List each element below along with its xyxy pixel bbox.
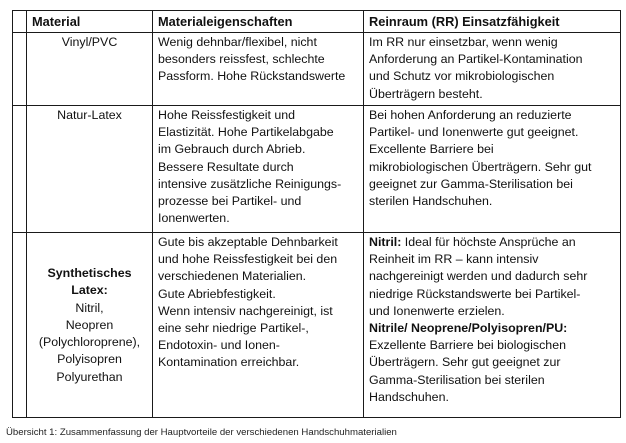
cleanroom-line: Bei hohen Anforderung an reduzierte [369, 108, 572, 122]
material-name: Vinyl/PVC [61, 35, 118, 49]
properties-cell-vinyl [153, 33, 364, 106]
table-caption: Übersicht 1: Zusammenfassung der Hauptvorteile der verschiedenen Handschuhmaterialien [6, 427, 397, 438]
properties-line: verschiedenen Materialien. [158, 269, 307, 284]
material-name: Polyurethan [56, 369, 123, 384]
header-gutter-cell [13, 11, 27, 33]
properties-line: Endotoxin- und Ionen- [158, 338, 280, 353]
cleanroom-line: Gamma-Sterilisation bei sterilen [369, 372, 545, 387]
properties-line: eine sehr niedrige Partikel-, [158, 321, 309, 336]
table-row-synthetic-latex [13, 233, 621, 418]
cleanroom-line: Überträgern. Sehr gut geeignet zur [369, 355, 561, 370]
properties-line: Kontamination erreichbar. [158, 355, 300, 370]
properties-line: Elastizität. Hohe Partikelabgabe [158, 125, 334, 140]
table-row-vinyl [13, 33, 621, 106]
comparison-table-frame [12, 10, 620, 426]
row-gutter-cell [13, 33, 27, 106]
material-cell-vinyl [27, 33, 153, 106]
properties-line: prozesse bei Partikel- und [158, 194, 302, 209]
cleanroom-line: mikrobiologischen Überträgern. Sehr gut [369, 159, 592, 174]
cleanroom-cell-synthetic-latex [364, 233, 621, 418]
cleanroom-line: Excellente Barriere bei [369, 142, 494, 157]
cleanroom-label-nitrile-neoprene: Nitrile/ Neoprene/Polyisopren/PU: [369, 321, 568, 336]
cleanroom-line: Im RR nur einsetzbar, wenn wenig [369, 35, 558, 49]
header-material: Material [27, 11, 153, 33]
material-cell-synthetic-latex [27, 233, 153, 418]
glove-material-comparison-table [12, 10, 621, 418]
cleanroom-line: Überträgern besteht. [369, 86, 483, 101]
cleanroom-line: Handschuhen. [369, 389, 449, 404]
cleanroom-line: Anforderung an Partikel-Kontamination [369, 52, 583, 67]
material-name: Neopren [65, 317, 114, 332]
cleanroom-label-nitril: Nitril: [369, 235, 402, 249]
properties-line: und hohe Reissfestigkeit bei den [158, 252, 338, 267]
material-name: Natur-Latex [57, 108, 122, 122]
cleanroom-line: nachgereinigt werden und dadurch sehr [369, 269, 588, 284]
properties-line: Bessere Resultate durch [158, 159, 294, 174]
material-name: Polyisopren [57, 352, 122, 367]
table-row-natur-latex [13, 106, 621, 233]
properties-line: intensive zusätzliche Reinigungs- [158, 176, 342, 191]
cleanroom-line: niedrige Rückstandswerte bei Partikel- [369, 286, 581, 301]
properties-line: besonders reissfest, schlechte [158, 52, 325, 67]
material-name: Nitril, [75, 300, 104, 315]
cleanroom-line: sterilen Handschuhen. [369, 194, 493, 209]
row-gutter-cell [13, 233, 27, 418]
cleanroom-line: und Schutz vor mikrobiologischen [369, 69, 555, 84]
cleanroom-line: Ideal für höchste Ansprüche an [401, 235, 576, 249]
material-heading: Synthetisches [47, 266, 132, 281]
properties-line: Ionenwerten. [158, 211, 230, 226]
material-heading: Latex: [71, 283, 108, 298]
table-header-row [13, 11, 621, 33]
cleanroom-line: Reinheit im RR – kann intensiv [369, 252, 539, 267]
properties-line: Gute Abriebfestigkeit. [158, 286, 276, 301]
material-cell-natur-latex [27, 106, 153, 233]
header-properties: Materialeigenschaften [153, 11, 364, 33]
properties-line: Hohe Reissfestigkeit und [158, 108, 296, 122]
row-gutter-cell [13, 106, 27, 233]
cleanroom-block-nitril [369, 234, 615, 251]
header-cleanroom: Reinraum (RR) Einsatzfähigkeit [364, 11, 621, 33]
cleanroom-line: und Ionenwerte erzielen. [369, 303, 505, 318]
material-name: (Polychloroprene), [38, 335, 141, 350]
properties-line: Wenn intensiv nachgereinigt, ist [158, 303, 333, 318]
cleanroom-line: Partikel- und Ionenwerte gut geeignet. [369, 125, 579, 140]
properties-line: Gute bis akzeptable Dehnbarkeit [158, 235, 338, 249]
properties-cell-synthetic-latex [153, 233, 364, 418]
properties-line: im Gebrauch durch Abrieb. [158, 142, 306, 157]
properties-cell-natur-latex [153, 106, 364, 233]
cleanroom-line: Exzellente Barriere bei biologischen [369, 338, 566, 353]
properties-line: Wenig dehnbar/flexibel, nicht [158, 35, 317, 49]
properties-line: Passform. Hohe Rückstandswerte [158, 69, 346, 84]
cleanroom-line: geeignet zur Gamma-Sterilisation bei [369, 176, 573, 191]
cleanroom-cell-vinyl [364, 33, 621, 106]
cleanroom-cell-natur-latex [364, 106, 621, 233]
